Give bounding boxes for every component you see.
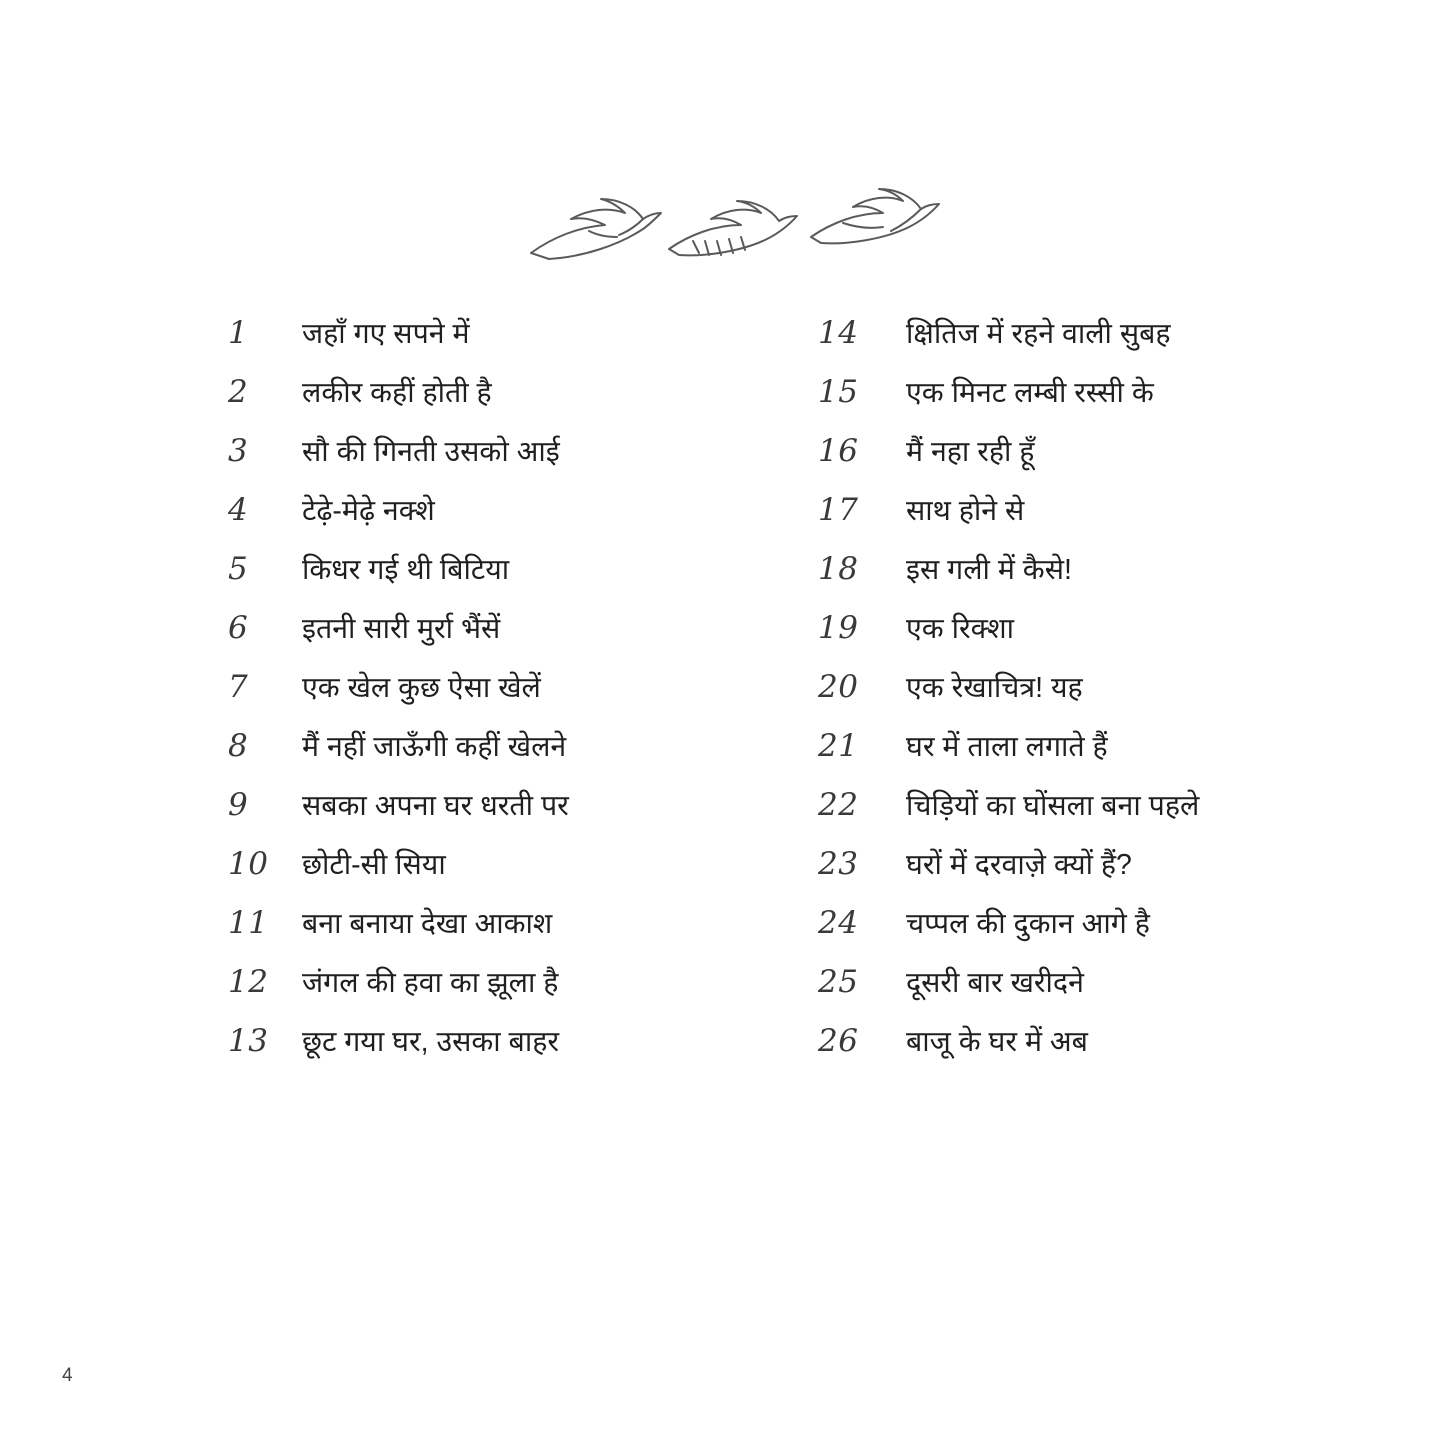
item-title: सौ की गिनती उसको आई [302,436,560,468]
item-title: किधर गई थी बिटिया [302,554,510,586]
item-title: दूसरी बार खरीदने [906,967,1084,999]
item-number: 20 [818,669,859,705]
list-item[interactable] [228,492,818,551]
list-item[interactable] [228,846,818,905]
item-number: 2 [228,374,249,410]
list-item[interactable] [228,964,818,1023]
contents-column-right [818,315,1378,1082]
list-item[interactable] [228,728,818,787]
list-item[interactable] [818,374,1378,433]
item-title: टेढ़े-मेढ़े नक्शे [302,495,435,527]
item-number: 12 [228,964,269,1000]
item-number: 19 [818,610,859,646]
item-title: एक रेखाचित्र! यह [906,672,1083,704]
item-title: क्षितिज में रहने वाली सुबह [906,318,1171,350]
list-item[interactable] [818,669,1378,728]
list-item[interactable] [818,905,1378,964]
list-item[interactable] [228,374,818,433]
item-title: घरों में दरवाज़े क्यों हैं? [906,849,1132,881]
item-title: बना बनाया देखा आकाश [302,908,553,940]
table-of-contents [0,315,1445,1082]
item-number: 8 [228,728,249,764]
item-number: 9 [228,787,249,823]
list-item[interactable] [228,1023,818,1082]
item-number: 1 [228,315,249,351]
contents-column-left [228,315,818,1082]
item-title: छोटी-सी सिया [302,849,446,881]
item-number: 25 [818,964,859,1000]
list-item[interactable] [818,728,1378,787]
item-number: 7 [228,669,249,705]
item-title: मैं नहीं जाऊँगी कहीं खेलने [302,731,567,763]
item-title: मैं नहा रही हूँ [906,436,1035,468]
item-number: 24 [818,905,859,941]
item-number: 26 [818,1023,859,1059]
item-title: इतनी सारी मुर्रा भैंसें [302,613,501,645]
list-item[interactable] [228,551,818,610]
item-number: 16 [818,433,859,469]
item-number: 3 [228,433,249,469]
item-title: चिड़ियों का घोंसला बना पहले [906,790,1200,822]
list-item[interactable] [818,315,1378,374]
page-number: 4 [62,1365,73,1386]
item-title: एक मिनट लम्बी रस्सी के [906,377,1154,409]
item-title: घर में ताला लगाते हैं [906,731,1108,763]
list-item[interactable] [228,610,818,669]
list-item[interactable] [818,1023,1378,1082]
list-item[interactable] [228,787,818,846]
item-title: चप्पल की दुकान आगे है [906,908,1150,940]
list-item[interactable] [228,905,818,964]
item-number: 15 [818,374,859,410]
list-item[interactable] [818,787,1378,846]
list-item[interactable] [818,433,1378,492]
list-item[interactable] [228,433,818,492]
item-number: 23 [818,846,859,882]
item-number: 14 [818,315,859,351]
item-number: 22 [818,787,859,823]
list-item[interactable] [818,846,1378,905]
item-number: 21 [818,728,859,764]
item-title: बाजू के घर में अब [906,1026,1088,1058]
item-number: 11 [228,905,269,941]
item-title: इस गली में कैसे! [906,554,1072,586]
item-number: 4 [228,492,249,528]
list-item[interactable] [228,669,818,728]
item-title: एक खेल कुछ ऐसा खेलें [302,672,541,704]
item-title: एक रिक्शा [906,613,1014,645]
item-number: 18 [818,551,859,587]
item-number: 13 [228,1023,269,1059]
list-item[interactable] [818,492,1378,551]
list-item[interactable] [228,315,818,374]
item-title: साथ होने से [906,495,1025,527]
item-title: जहाँ गए सपने में [302,318,470,350]
item-number: 17 [818,492,859,528]
item-title: लकीर कहीं होती है [302,377,492,409]
item-title: जंगल की हवा का झूला है [302,967,559,999]
list-item[interactable] [818,551,1378,610]
list-item[interactable] [818,964,1378,1023]
flying-birds-icon [0,175,1445,285]
list-item[interactable] [818,610,1378,669]
item-title: सबका अपना घर धरती पर [302,790,569,822]
item-number: 6 [228,610,249,646]
item-number: 10 [228,846,269,882]
item-number: 5 [228,551,249,587]
item-title: छूट गया घर, उसका बाहर [302,1026,559,1058]
